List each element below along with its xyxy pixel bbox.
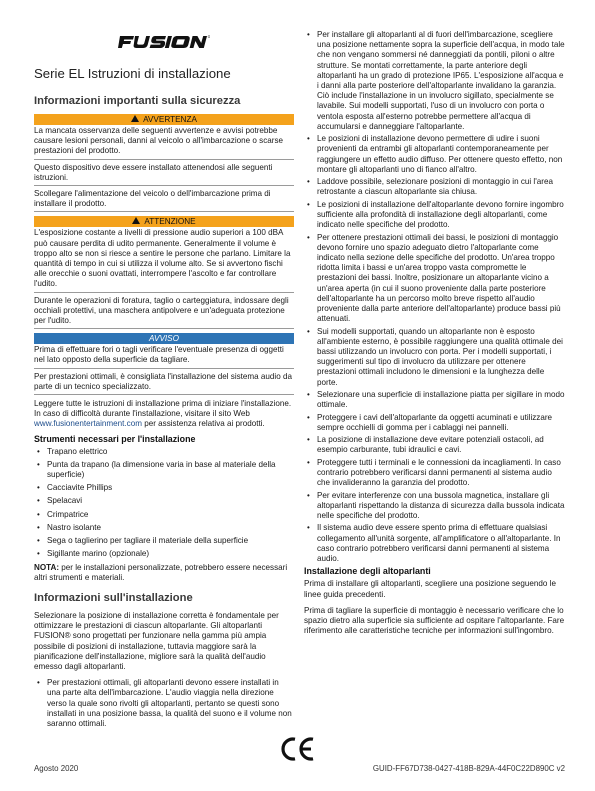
warning-paragraph: Scollegare l'alimentazione del veicolo o dell'imbarcazione prima di installare il prodotto. bbox=[34, 189, 294, 212]
list-item: • Laddove possibile, selezionare posizioni di montaggio in cui l'area retrostante a ciascun altoparlante sia chiusa. bbox=[304, 177, 566, 197]
list-item: • La posizione di installazione deve evitare potenziali ostacoli, ad esempio carburante, tubi idraulici e cavi. bbox=[304, 435, 566, 455]
read-text-pre: Leggere tutte le istruzioni di installazione prima di iniziare l'installazione. In caso di difficoltà durante l'installazione, visitare il sito Web bbox=[34, 399, 292, 419]
list-item: • Sigillante marino (opzionale) bbox=[34, 549, 294, 559]
list-item: • Nastro isolante bbox=[34, 523, 294, 533]
right-column bbox=[304, 30, 566, 638]
speaker-install-paragraph: Prima di tagliare la superficie di montaggio è necessario verificare che lo spazio dietro alla superficie sia sufficiente ad ospitare l'altoparlante. Fare riferimento alle caratteristiche tecniche per informazioni sull'ingombro. bbox=[304, 605, 565, 636]
safety-heading: Informazioni importanti sulla sicurezza bbox=[34, 95, 241, 107]
speaker-install-heading: Installazione degli altoparlanti bbox=[304, 566, 431, 577]
list-item: • Per installare gli altoparlanti al di fuori dell'imbarcazione, scegliere una posizione nettamente sopra la superficie dell'acqua, in modo tale che non vengano sommersi né danneggiati da pontili, piloni o altre strutture. Se montati correttamente, la parte anteriore degli altoparlanti ha un grado di protezione IP65. L'esposizione all'acqua e i danni alla parte posteriore dell'altoparlante invalidano la garanzia. Ciò include l'installazione in un involucro sigillato, specialmente se lavabile. Sui modelli supportati, l'uso di un involucro con porta o ventola esposta all'esterno potrebbe permettere all'acqua di accumularsi e danneggiare l'altoparlante. bbox=[304, 30, 566, 132]
tools-note bbox=[34, 563, 294, 585]
notice-label: AVVISO bbox=[148, 334, 180, 344]
warning-paragraph: Questo dispositivo deve essere installato attenendosi alle seguenti istruzioni. bbox=[34, 163, 294, 186]
ce-mark-icon bbox=[278, 736, 318, 762]
list-item: • Cacciavite Phillips bbox=[34, 483, 294, 493]
fusion-logo bbox=[118, 34, 210, 50]
list-item: • Spelacavi bbox=[34, 496, 294, 506]
footer-guid: GUID-FF67D738-0427-418B-829A-44F0C22D890C v2 bbox=[372, 764, 565, 773]
list-item: • Sui modelli supportati, quando un altoparlante non è esposto all'ambiente esterno, è possibile raggiungere una qualità ottimale dei bassi utilizzando un involucro con porta. Per i modelli supportati, i suggerimenti sul tipo di involucro da utilizzare per ottenere prestazioni ottimali includono le dimensioni e la lunghezza delle porte. bbox=[304, 327, 566, 388]
caution-banner bbox=[34, 216, 294, 227]
caution-triangle-icon bbox=[132, 217, 140, 224]
list-item: • Per prestazioni ottimali, gli altoparlanti devono essere installati in una parte alta dell'imbarcazione. L'audio viaggia nella direzione verso la quale sono rivolti gli altoparlanti, pertanto se questi sono installati in una posizione bassa, la qualità del suono e il volume non saranno ottimali. bbox=[34, 678, 294, 729]
read-text-post: per assistenza relativa ai prodotti. bbox=[141, 419, 265, 429]
list-item: • Crimpatrice bbox=[34, 510, 294, 520]
install-info-list-left bbox=[34, 678, 294, 729]
list-item: • Trapano elettrico bbox=[34, 447, 294, 457]
website-link[interactable]: www.fusionentertainment.com bbox=[34, 419, 142, 429]
notice-paragraph: Prima di effettuare fori o tagli verificare l'eventuale presenza di oggetti nel lato opposto della superficie da tagliare. bbox=[34, 345, 294, 368]
list-item: • Proteggere i cavi dell'altoparlante da oggetti acuminati e utilizzare sempre occhielli di gomma per i cablaggi nei pannelli. bbox=[304, 413, 566, 433]
footer-date: Agosto 2020 bbox=[34, 764, 79, 773]
warning-label: AVVERTENZA bbox=[143, 115, 197, 124]
list-item: • Per evitare interferenze con una bussola magnetica, installare gli altoparlanti rispettando la distanza di sicurezza dalla bussola indicata nelle specifiche del prodotto. bbox=[304, 491, 566, 522]
list-item: • Le posizioni di installazione devono permettere di udire i suoni provenienti da entrambi gli altoparlanti contemporaneamente per raggiungere un effetto audio diffuso. Per ottenere questo effetto, non montare gli altoparlanti uno di fianco all'altro. bbox=[304, 134, 566, 175]
list-item: • Proteggere tutti i terminali e le connessioni da incagliamenti. In caso contrario potrebbero verificarsi danni permanenti al sistema audio che invalideranno la garanzia del prodotto. bbox=[304, 458, 566, 489]
caution-paragraph: Durante le operazioni di foratura, taglio o carteggiatura, indossare degli occhiali protettivi, una maschera antipolvere e un'adeguata protezione per l'udito. bbox=[34, 296, 294, 330]
notice-paragraph: Per prestazioni ottimali, è consigliata l'installazione del sistema audio da parte di un tecnico specializzato. bbox=[34, 372, 294, 395]
left-column bbox=[34, 94, 294, 731]
list-item: • Le posizioni di installazione dell'altoparlante devono fornire ingombro sufficiente alla profondità di installazione degli altoparlanti, come indicato nelle specifiche del prodotto. bbox=[304, 200, 566, 231]
speaker-install-paragraph: Prima di installare gli altoparlanti, scegliere una posizione seguendo le linee guida precedenti. bbox=[304, 579, 556, 599]
list-item: • Il sistema audio deve essere spento prima di effettuare qualsiasi collegamento all'unità sorgente, all'amplificatore o all'altoparlante. In caso contrario potrebbero verificarsi danni permanenti al sistema audio. bbox=[304, 523, 566, 564]
install-info-list-right bbox=[304, 30, 566, 564]
read-instructions-paragraph bbox=[34, 399, 294, 432]
caution-label: ATTENZIONE bbox=[144, 217, 196, 227]
note-label: NOTA: bbox=[34, 562, 60, 572]
list-item: • Punta da trapano (la dimensione varia in base al materiale della superficie) bbox=[34, 460, 294, 480]
install-info-intro: Selezionare la posizione di installazione corretta è fondamentale per ottimizzare le prestazioni di ciascun altoparlante. Gli altoparlanti FUSION® sono progettati per funzionare nella gamma più ampia possibile di posizioni di installazione, tuttavia maggiore sarà la pianificazione dell'installazione, migliore sarà la qualità dell'audio emesso dagli altoparlanti. bbox=[34, 610, 279, 671]
list-item: • Selezionare una superficie di installazione piatta per sigillare in modo ottimale. bbox=[304, 390, 566, 410]
warning-banner bbox=[34, 114, 294, 125]
install-info-heading: Informazioni sull'installazione bbox=[34, 591, 193, 604]
list-item: • Per ottenere prestazioni ottimali dei bassi, le posizioni di montaggio devono fornire uno spazio adeguato dietro l'altoparlante come indicato nella sezione delle specifiche del prodotto. Un'area troppo ridotta limita i bassi e un'area troppo vasta compromette le prestazioni dei bassi. Inoltre, posizionare un altoparlante vicino a un'area aperta (in cui il suono proveniente dalla parte posteriore dell'altoparlante ha un percorso molto breve rispetto all'audio proveniente dalla parte anteriore dell'altoparlante) produce bassi più attenuati. bbox=[304, 233, 566, 325]
fusion-logo-mark bbox=[118, 34, 210, 50]
tools-list bbox=[34, 447, 294, 560]
tools-heading: Strumenti necessari per l'installazione bbox=[34, 433, 196, 444]
caution-paragraph: L'esposizione costante a livelli di pressione audio superiori a 100 dBA può causare perdita di udito permanente. Generalmente il volume è troppo alto se non si riesce a sentire le persone che parlano. Limitare la quantità di tempo in cui si utilizza il volume alto. Se si avvertono fischi alle orecchie o suoni ovattati, interrompere l'ascolto e far controllare l'udito. bbox=[34, 228, 294, 292]
note-text: per le installazioni personalizzate, potrebbero essere necessari altri strumenti e materiali. bbox=[34, 562, 288, 582]
warning-paragraph: La mancata osservanza delle seguenti avvertenze e avvisi potrebbe causare lesioni personali, danni al veicolo o all'imbarcazione o scarse prestazioni del prodotto. bbox=[34, 126, 294, 160]
list-item: • Sega o taglierino per tagliare il materiale della superficie bbox=[34, 536, 294, 546]
notice-banner bbox=[34, 333, 294, 344]
warning-triangle-icon bbox=[131, 115, 139, 122]
document-title: Serie EL Istruzioni di installazione bbox=[34, 66, 231, 81]
